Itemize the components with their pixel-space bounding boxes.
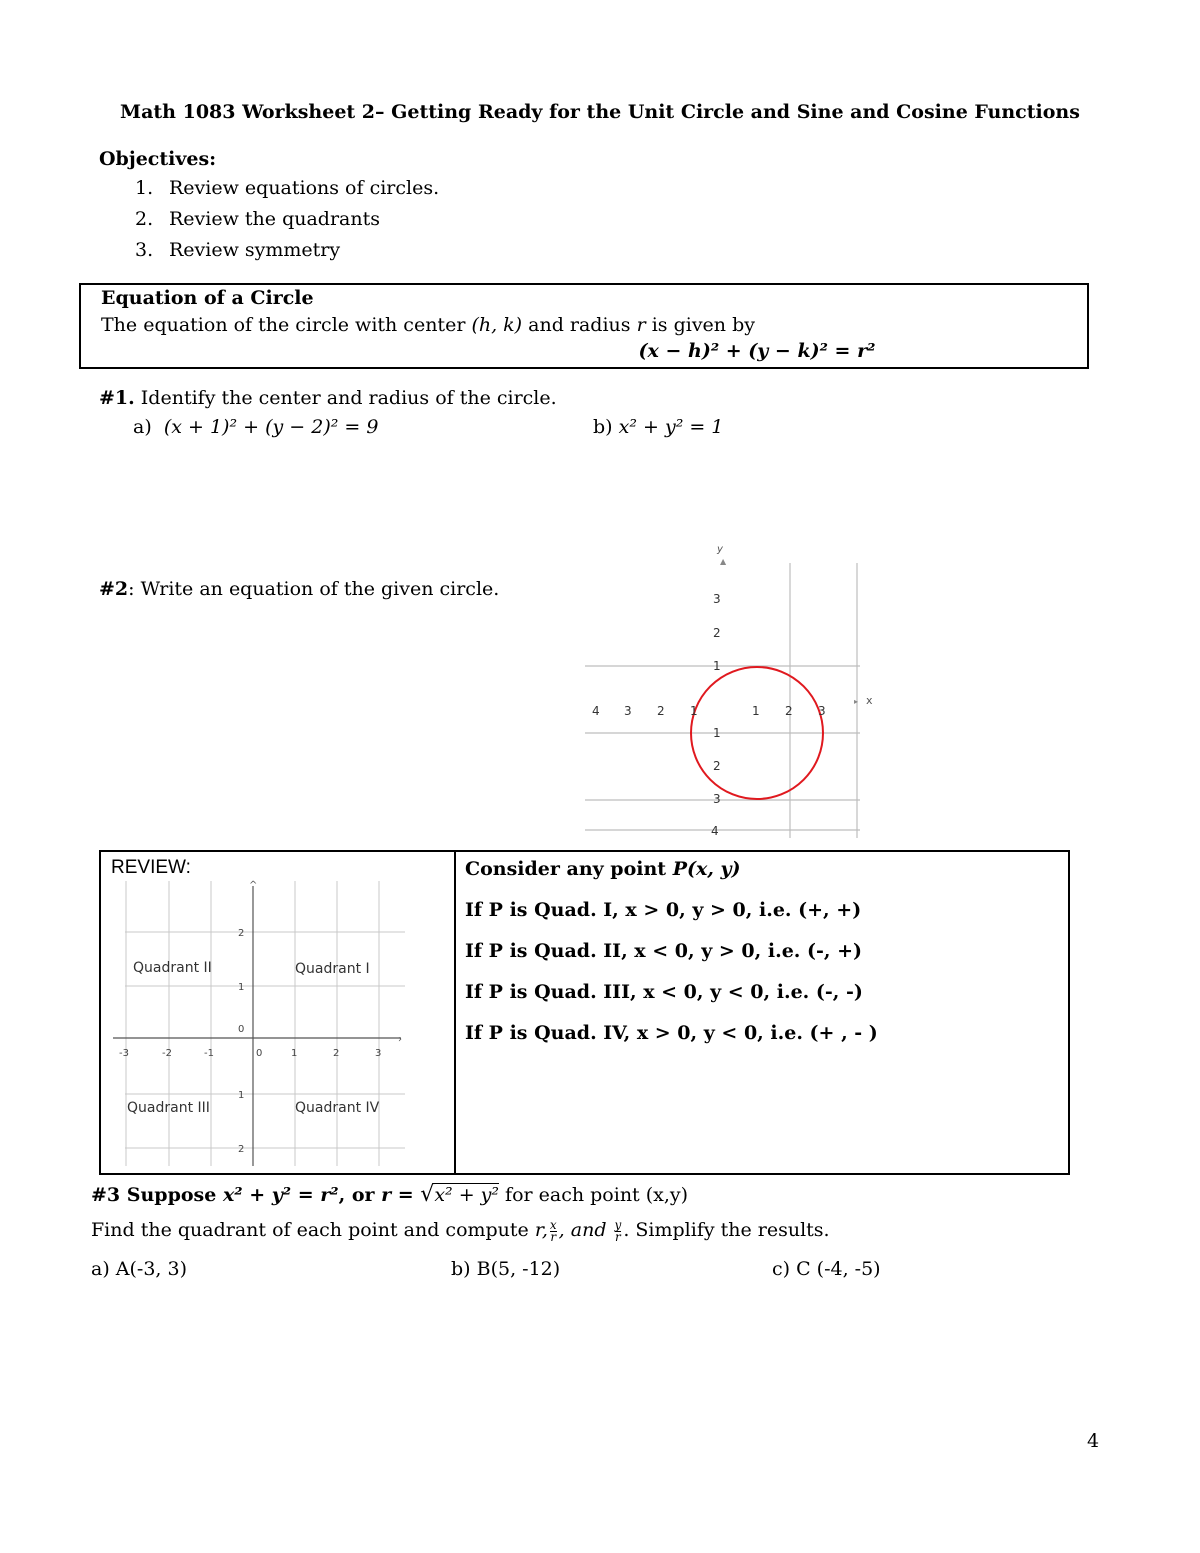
quadrant-label: Quadrant II — [133, 960, 212, 976]
review-box — [99, 850, 1070, 1175]
question-1a: a) (x + 1)² + (y − 2)² = 9 — [133, 416, 379, 438]
x-tick: -1 — [204, 1048, 214, 1059]
y-tick: 1 — [713, 659, 721, 673]
equation-box-heading: Equation of a Circle — [101, 287, 314, 309]
question-3c: c) C (-4, -5) — [772, 1258, 881, 1280]
y-tick: 2 — [713, 759, 721, 773]
question-3-instructions: Find the quadrant of each point and compute r, $\frac{x}{r}$ , and $\frac{y}{r}$ . Simplify the results. — [91, 1217, 830, 1244]
quadrant-gridlines — [125, 881, 405, 1166]
y-tick: 1 — [238, 982, 245, 993]
question-3-statement: #3 Suppose x² + y² = r², or r = √x² + y² for each point (x,y) — [91, 1182, 689, 1207]
question-2-prompt: #2: Write an equation of the given circle. — [99, 578, 500, 600]
equation-box-description: The equation of the circle with center (h, k) and radius r is given by — [101, 314, 755, 336]
y-axis-arrow-icon: ^ — [249, 880, 258, 891]
x-axis-label: x — [866, 694, 873, 707]
question-1-prompt: #1. Identify the center and radius of the circle. — [99, 387, 557, 409]
y-tick: 1 — [238, 1090, 245, 1101]
quadrant-rule: If P is Quad. IV, x > 0, y < 0, i.e. (+ , - ) — [465, 1022, 878, 1044]
question-2-circle-graph — [580, 538, 890, 840]
quadrant-rule: If P is Quad. I, x > 0, y > 0, i.e. (+, +) — [465, 899, 862, 921]
circle-formula: (x − h)² + (y − k)² = r² — [638, 340, 876, 362]
question-3b: b) B(5, -12) — [451, 1258, 561, 1280]
x-tick: 3 — [624, 704, 632, 718]
sqrt-icon: √ — [420, 1182, 435, 1207]
x-tick: 1 — [690, 704, 698, 718]
review-divider — [454, 852, 456, 1173]
x-tick: 1 — [752, 704, 760, 718]
question-1b: b) x² + y² = 1 — [593, 416, 724, 438]
objectives-heading: Objectives: — [99, 148, 217, 170]
objectives-list — [135, 173, 439, 266]
y-tick: 1 — [713, 726, 721, 740]
graph-gridlines — [585, 563, 860, 838]
y-axis-label: y — [717, 544, 723, 555]
y-tick: 2 — [238, 1144, 245, 1155]
y-tick: 2 — [713, 626, 721, 640]
quadrant-label: Quadrant III — [127, 1100, 210, 1116]
x-tick: 3 — [375, 1048, 382, 1059]
objective-item: 2. Review the quadrants — [135, 208, 380, 230]
y-tick: 3 — [713, 592, 721, 606]
y-tick: 3 — [713, 792, 721, 806]
fraction-y-over-r: $\frac{y}{r}$ — [614, 1217, 622, 1244]
y-axis-arrow-icon: ▲ — [720, 557, 727, 566]
x-tick: 2 — [657, 704, 665, 718]
quadrant-label: Quadrant I — [295, 961, 370, 977]
x-tick: -3 — [119, 1048, 129, 1059]
x-tick: 4 — [592, 704, 600, 718]
x-tick: 3 — [818, 704, 826, 718]
y-tick: 2 — [238, 928, 245, 939]
page-number: 4 — [1087, 1430, 1100, 1452]
quadrant-graph — [105, 876, 425, 1166]
x-axis-arrow-icon: ▸ — [854, 697, 859, 706]
x-tick: 1 — [291, 1048, 298, 1059]
y-tick: 0 — [238, 1024, 245, 1035]
review-label: REVIEW: — [111, 857, 191, 878]
fraction-x-over-r: $\frac{x}{r}$ — [549, 1217, 557, 1244]
objective-item: 1. Review equations of circles. — [135, 177, 440, 199]
quadrant-axes — [113, 886, 401, 1166]
quadrant-rule: If P is Quad. II, x < 0, y > 0, i.e. (-, +) — [465, 940, 863, 962]
quadrant-rule: If P is Quad. III, x < 0, y < 0, i.e. (-, -) — [465, 981, 863, 1003]
worksheet-title: Math 1083 Worksheet 2– Getting Ready for the Unit Circle and Sine and Cosine Functions — [120, 101, 1080, 123]
x-tick: 2 — [785, 704, 793, 718]
y-tick: 4 — [711, 824, 719, 838]
x-tick: -2 — [162, 1048, 172, 1059]
quadrant-intro: Consider any point P(x, y) — [465, 858, 741, 880]
objective-item: 3. Review symmetry — [135, 239, 341, 261]
x-tick: 0 — [256, 1048, 263, 1059]
x-tick: 2 — [333, 1048, 340, 1059]
circle-equation-box — [79, 283, 1089, 369]
quadrant-sign-rules — [465, 854, 878, 1059]
question-3a: a) A(-3, 3) — [91, 1258, 188, 1280]
x-axis-arrow-icon: › — [398, 1034, 402, 1045]
quadrant-label: Quadrant IV — [295, 1100, 380, 1116]
